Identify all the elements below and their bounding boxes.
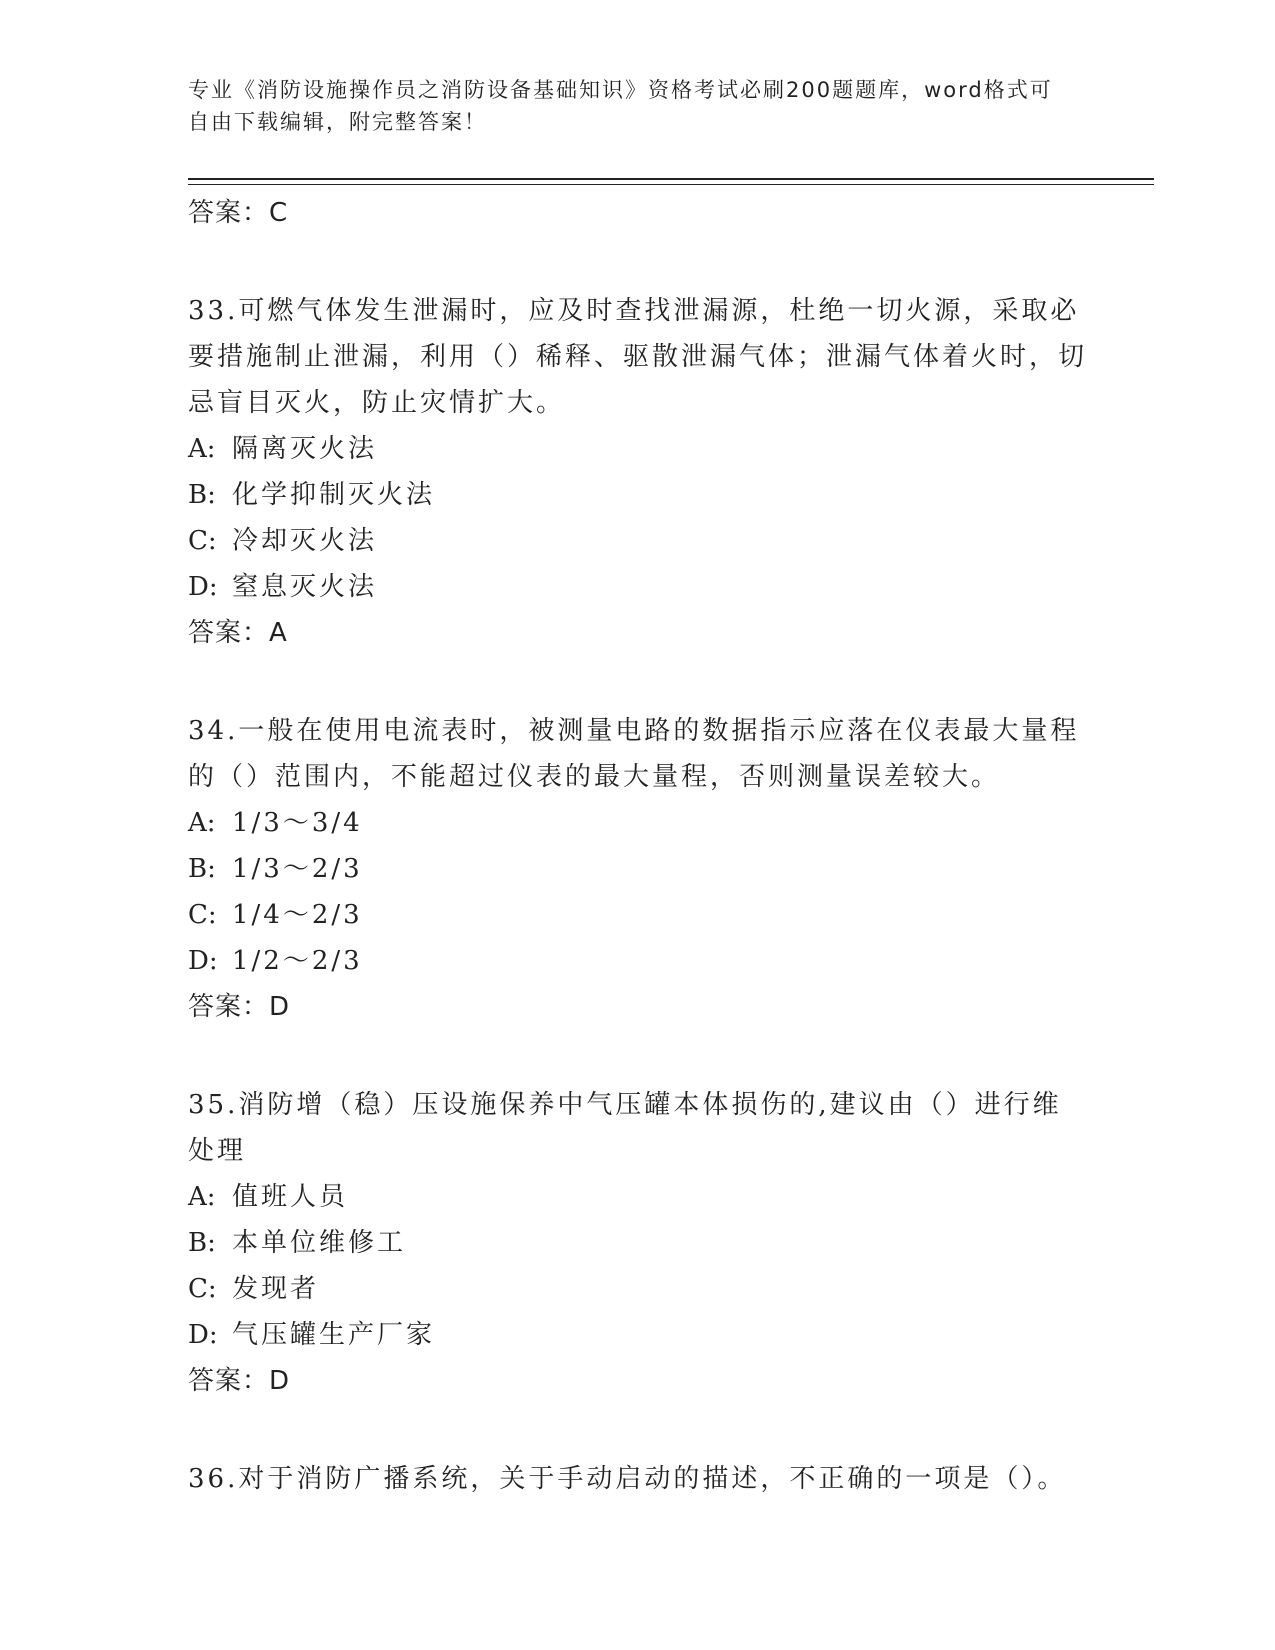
question-block	[188, 1082, 1088, 1404]
option-label: A:	[188, 434, 216, 464]
document-body	[188, 190, 1088, 1502]
option-label: B:	[188, 1228, 216, 1258]
option-d	[188, 1312, 1088, 1358]
option-text: 1/2～2/3	[232, 946, 363, 976]
header-divider-thick	[188, 178, 1154, 180]
option-a	[188, 1174, 1088, 1220]
option-text: 发现者	[232, 1274, 320, 1304]
answer-label: 答案：D	[188, 1366, 291, 1396]
option-text: 窒息灭火法	[232, 572, 378, 602]
option-text: 冷却灭火法	[232, 526, 378, 556]
option-text: 气压罐生产厂家	[232, 1320, 436, 1350]
question-block	[188, 1456, 1088, 1502]
option-text: 1/3～2/3	[232, 854, 363, 884]
answer-label: 答案：D	[188, 992, 291, 1022]
header-divider-thin	[188, 184, 1154, 185]
answer-label: 答案：C	[188, 198, 289, 228]
option-text: 值班人员	[232, 1182, 349, 1212]
option-d	[188, 938, 1088, 984]
option-label: A:	[188, 1182, 216, 1212]
option-label: D:	[188, 946, 218, 976]
option-text: 1/3～3/4	[232, 808, 363, 838]
question-text: 36.对于消防广播系统，关于手动启动的描述，不正确的一项是（）。	[188, 1464, 1067, 1494]
option-d	[188, 564, 1088, 610]
option-b	[188, 846, 1088, 892]
option-label: C:	[188, 1274, 217, 1304]
option-a	[188, 800, 1088, 846]
question-block	[188, 708, 1088, 1030]
question-text: 35.消防增（稳）压设施保养中气压罐本体损伤的,建议由（）进行维处理	[188, 1090, 1062, 1166]
answer-label: 答案：A	[188, 618, 288, 648]
option-label: B:	[188, 480, 216, 510]
option-c	[188, 892, 1088, 938]
option-text: 隔离灭火法	[232, 434, 378, 464]
question-block	[188, 288, 1088, 656]
option-label: D:	[188, 1320, 218, 1350]
question-text: 34.一般在使用电流表时，被测量电路的数据指示应落在仪表最大量程的（）范围内，不能超过仪表的最大量程，否则测量误差较大。	[188, 716, 1080, 792]
question-text: 33.可燃气体发生泄漏时，应及时查找泄漏源，杜绝一切火源，采取必要措施制止泄漏，利用（）稀释、驱散泄漏气体；泄漏气体着火时，切忌盲目灭火，防止灾情扩大。	[188, 296, 1088, 418]
option-text: 本单位维修工	[232, 1228, 407, 1258]
option-c	[188, 518, 1088, 564]
option-label: B:	[188, 854, 216, 884]
option-a	[188, 426, 1088, 472]
document-header: 专业《消防设施操作员之消防设备基础知识》资格考试必刷200题题库，word格式可自由下载编辑，附完整答案！	[188, 78, 1053, 134]
option-b	[188, 472, 1088, 518]
option-text: 化学抑制灭火法	[232, 480, 436, 510]
option-label: C:	[188, 526, 217, 556]
option-label: A:	[188, 808, 216, 838]
option-label: C:	[188, 900, 217, 930]
option-b	[188, 1220, 1088, 1266]
option-text: 1/4～2/3	[232, 900, 363, 930]
option-label: D:	[188, 572, 218, 602]
option-c	[188, 1266, 1088, 1312]
